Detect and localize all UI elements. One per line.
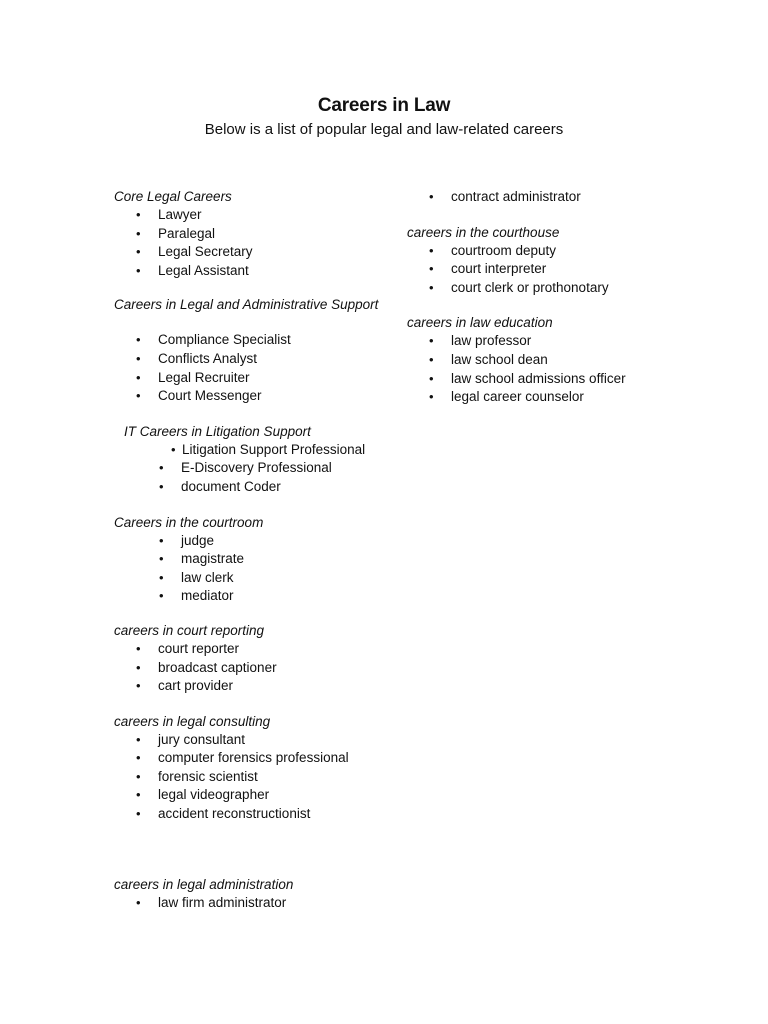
section-heading: IT Careers in Litigation Support xyxy=(124,423,311,439)
section-heading: careers in court reporting xyxy=(114,622,265,638)
list-item: • cart provider xyxy=(114,677,404,696)
list-item: • law school dean xyxy=(407,351,707,370)
list-item: • accident reconstructionist xyxy=(114,805,404,824)
list-item: • forensic scientist xyxy=(114,768,404,787)
list-item: • legal career counselor xyxy=(407,388,707,407)
section-heading: Careers in Legal and Administrative Support xyxy=(114,297,379,313)
career-list xyxy=(114,640,404,696)
career-list xyxy=(114,331,404,405)
career-list xyxy=(407,242,707,298)
bullet-icon: • xyxy=(136,262,141,278)
bullet-icon: • xyxy=(136,678,141,694)
list-item: • court interpreter xyxy=(407,260,707,279)
section-heading: careers in legal administration xyxy=(114,876,294,892)
career-list xyxy=(114,206,404,280)
bullet-icon: • xyxy=(136,332,141,348)
career-list xyxy=(407,332,707,406)
bullet-icon: • xyxy=(429,333,434,349)
right-column xyxy=(407,188,707,407)
bullet-icon: • xyxy=(136,806,141,822)
bullet-icon: • xyxy=(136,350,141,366)
bullet-icon: • xyxy=(136,659,141,675)
bullet-icon: • xyxy=(429,389,434,405)
bullet-icon: • xyxy=(159,551,164,567)
list-item: • computer forensics professional xyxy=(114,749,404,768)
section-law-education xyxy=(407,314,707,406)
bullet-icon: • xyxy=(136,640,141,656)
bullet-icon: • xyxy=(429,242,434,258)
list-item: • Paralegal xyxy=(114,225,404,244)
bullet-icon: • xyxy=(159,460,164,476)
list-item: • Court Messenger xyxy=(114,387,404,406)
list-item: • Lawyer xyxy=(114,206,404,225)
list-item: • law firm administrator xyxy=(114,894,404,913)
section-heading: careers in legal consulting xyxy=(114,713,271,729)
list-item: • Legal Secretary xyxy=(114,243,404,262)
bullet-icon: • xyxy=(159,532,164,548)
career-list xyxy=(114,532,404,606)
list-item: • Conflicts Analyst xyxy=(114,350,404,369)
section-heading: careers in law education xyxy=(407,315,553,331)
bullet-icon: • xyxy=(429,370,434,386)
list-item: • jury consultant xyxy=(114,731,404,750)
list-item: • law school admissions officer xyxy=(407,370,707,389)
list-item: • law clerk xyxy=(114,569,404,588)
section-heading: Core Legal Careers xyxy=(114,189,232,204)
list-item: • Legal Assistant xyxy=(114,262,404,281)
bullet-icon: • xyxy=(429,279,434,295)
left-column xyxy=(114,188,404,912)
bullet-icon: • xyxy=(136,787,141,803)
bullet-icon: • xyxy=(136,369,141,385)
list-item: • E-Discovery Professional xyxy=(114,459,404,478)
list-item: • judge xyxy=(114,532,404,551)
bullet-icon: • xyxy=(136,388,141,404)
bullet-icon: • xyxy=(136,207,141,222)
career-list xyxy=(114,731,404,824)
bullet-icon: • xyxy=(136,225,141,241)
career-list xyxy=(114,441,404,497)
bullet-icon: • xyxy=(171,441,176,457)
bullet-icon: • xyxy=(429,189,434,204)
bullet-icon: • xyxy=(136,894,141,910)
list-item: • court reporter xyxy=(114,640,404,659)
list-item: • law professor xyxy=(407,332,707,351)
bullet-icon: • xyxy=(159,588,164,604)
list-item: • Legal Recruiter xyxy=(114,369,404,388)
list-item: • courtroom deputy xyxy=(407,242,707,261)
bullet-icon: • xyxy=(136,750,141,766)
list-item: • broadcast captioner xyxy=(114,659,404,678)
bullet-icon: • xyxy=(159,569,164,585)
list-item: • magistrate xyxy=(114,550,404,569)
page-subtitle: Below is a list of popular legal and law-related careers xyxy=(204,121,564,138)
section-courtroom xyxy=(114,514,404,606)
list-item: • Litigation Support Professional xyxy=(114,441,404,460)
list-item: • contract administrator xyxy=(407,188,707,207)
bullet-icon: • xyxy=(429,351,434,367)
section-courthouse xyxy=(407,224,707,298)
bullet-icon: • xyxy=(136,244,141,260)
bullet-icon: • xyxy=(429,261,434,277)
section-court-reporting xyxy=(114,622,404,696)
section-legal-admin-support xyxy=(114,296,404,405)
section-it-litigation-support xyxy=(114,423,404,497)
section-heading: Careers in the courtroom xyxy=(114,514,264,530)
list-item: • legal videographer xyxy=(114,786,404,805)
section-legal-consulting xyxy=(114,713,404,824)
list-item: • Compliance Specialist xyxy=(114,331,404,350)
bullet-icon: • xyxy=(136,731,141,747)
continued-career-list xyxy=(407,188,707,207)
bullet-icon: • xyxy=(159,478,164,494)
bullet-icon: • xyxy=(136,768,141,784)
list-item: • mediator xyxy=(114,587,404,606)
career-list xyxy=(114,894,404,913)
section-heading: careers in the courthouse xyxy=(407,224,560,240)
list-item: • court clerk or prothonotary xyxy=(407,279,707,298)
page-title: Careers in Law xyxy=(317,95,451,116)
list-item: • document Coder xyxy=(114,478,404,497)
section-legal-administration xyxy=(114,876,404,913)
section-core-legal-careers xyxy=(114,188,404,280)
